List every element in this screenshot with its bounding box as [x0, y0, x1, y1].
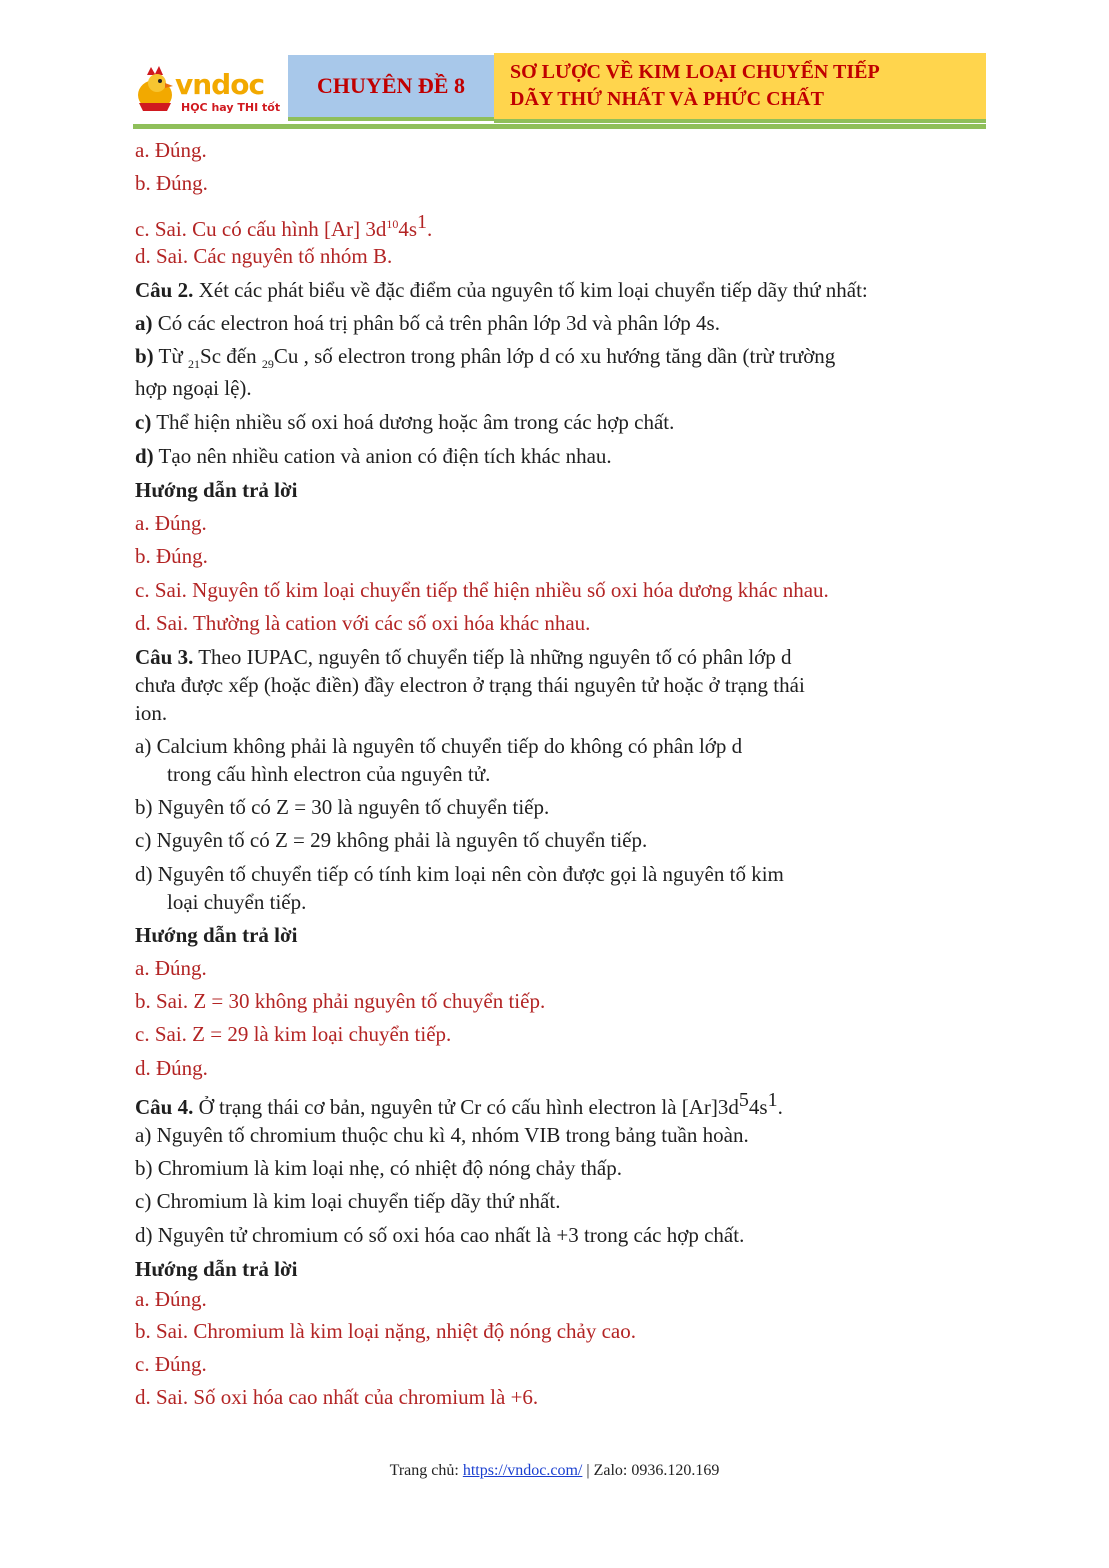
q3-stem-line-1	[135, 647, 792, 668]
q4-answer-d: d. Sai. Số oxi hóa cao nhất của chromium là +6.	[135, 1385, 539, 1409]
q1-answer-c-sup2: 1	[417, 211, 428, 233]
q2-option-b-cont: hợp ngoại lệ).	[135, 376, 252, 400]
q2-b-t1: Từ	[153, 344, 189, 368]
q2-b-sub2: 29	[261, 357, 274, 372]
q4-text: Ở trạng thái cơ bản, nguyên tử Cr có cấu hình electron là [Ar]3d	[193, 1095, 739, 1119]
q1-answer-b: b. Đúng.	[135, 171, 208, 195]
q4-4s: 4s	[748, 1095, 768, 1119]
q2-label: Câu 2.	[135, 278, 194, 302]
q3-option-d-cont: loại chuyển tiếp.	[167, 890, 307, 914]
q2-a-label: a)	[135, 311, 153, 335]
q4-end: .	[777, 1095, 783, 1119]
q4-guide-heading: Hướng dẫn trả lời	[135, 1257, 298, 1281]
q2-answer-b: b. Đúng.	[135, 544, 208, 568]
q2-b-t2: Sc đến	[200, 344, 262, 368]
q1-answer-c-sup1: 10	[386, 217, 399, 231]
q1-answer-d: d. Sai. Các nguyên tố nhóm B.	[135, 244, 393, 268]
q2-answer-d: d. Sai. Thường là cation với các số oxi hóa khác nhau.	[135, 611, 591, 635]
rooster-mascot-icon	[133, 65, 177, 115]
q2-text: Xét các phát biểu về đặc điểm của nguyên tố kim loại chuyển tiếp dãy thứ nhất:	[193, 278, 868, 302]
q4-option-b: b) Chromium là kim loại nhẹ, có nhiệt độ nóng chảy thấp.	[135, 1156, 622, 1180]
q2-d-label: d)	[135, 444, 154, 468]
q2-option-d	[135, 446, 612, 467]
q1-answer-c-end: .	[427, 217, 433, 241]
q4-option-a: a) Nguyên tố chromium thuộc chu kì 4, nhóm VIB trong bảng tuần hoàn.	[135, 1123, 749, 1147]
q1-answer-c-4s: 4s	[398, 217, 418, 241]
q2-option-c	[135, 412, 674, 433]
q3-answer-b: b. Sai. Z = 30 không phải nguyên tố chuyển tiếp.	[135, 989, 546, 1013]
q4-stem	[135, 1090, 783, 1118]
q2-a-text: Có các electron hoá trị phân bố cả trên phân lớp 3d và phân lớp 4s.	[152, 311, 720, 335]
q2-c-text: Thể hiện nhiều số oxi hoá dương hoặc âm trong các hợp chất.	[151, 410, 675, 434]
q2-b-label: b)	[135, 344, 154, 368]
q2-b-sub1: 21	[188, 357, 201, 372]
q4-answer-a: a. Đúng.	[135, 1287, 207, 1311]
q2-answer-a: a. Đúng.	[135, 511, 207, 535]
chapter-title-line-1: SƠ LƯỢC VỀ KIM LOẠI CHUYỂN TIẾP	[510, 61, 880, 83]
q3-option-a: a) Calcium không phải là nguyên tố chuyển tiếp do không có phân lớp d	[135, 734, 743, 758]
q2-stem	[135, 280, 868, 301]
q4-label: Câu 4.	[135, 1095, 194, 1119]
q3-answer-d: d. Đúng.	[135, 1056, 208, 1080]
q3-guide-heading: Hướng dẫn trả lời	[135, 923, 298, 947]
chapter-title-box	[494, 53, 986, 123]
q1-answer-a: a. Đúng.	[135, 138, 207, 162]
q4-sup2: 1	[767, 1089, 778, 1111]
q2-d-text: Tạo nên nhiều cation và anion có điện tích khác nhau.	[153, 444, 612, 468]
q4-option-c: c) Chromium là kim loại chuyển tiếp dãy thứ nhất.	[135, 1189, 561, 1213]
q3-stem-line-3: ion.	[135, 701, 168, 725]
q2-option-b	[135, 346, 997, 370]
q1-answer-c-text: c. Sai. Cu có cấu hình [Ar] 3d	[135, 217, 387, 241]
q1-answer-c	[135, 212, 432, 240]
q3-answer-a: a. Đúng.	[135, 956, 207, 980]
q3-text: Theo IUPAC, nguyên tố chuyển tiếp là những nguyên tố có phân lớp d	[193, 645, 792, 669]
q2-answer-c: c. Sai. Nguyên tố kim loại chuyển tiếp thể hiện nhiều số oxi hóa dương khác nhau.	[135, 578, 829, 602]
logo-wordmark: vndoc	[175, 68, 265, 101]
q3-option-a-cont: trong cấu hình electron của nguyên tử.	[167, 762, 491, 786]
footer-prefix: Trang chủ:	[389, 1462, 463, 1479]
q4-option-d: d) Nguyên tử chromium có số oxi hóa cao nhất là +3 trong các hợp chất.	[135, 1223, 745, 1247]
page-footer	[0, 1462, 1109, 1480]
q3-answer-c: c. Sai. Z = 29 là kim loại chuyển tiếp.	[135, 1022, 452, 1046]
logo-tagline: HỌC hay THI tốt	[181, 101, 281, 114]
footer-homepage-link[interactable]: https://vndoc.com/	[462, 1462, 583, 1479]
q3-option-b: b) Nguyên tố có Z = 30 là nguyên tố chuyển tiếp.	[135, 795, 550, 819]
q2-b-t3: Cu , số electron trong phân lớp d có xu hướng tăng dần (trừ trường	[273, 344, 836, 368]
q4-sup1: 5	[738, 1089, 749, 1111]
q2-option-a	[135, 313, 720, 334]
q3-label: Câu 3.	[135, 645, 194, 669]
header-divider	[133, 124, 986, 129]
q2-c-label: c)	[135, 410, 152, 434]
chapter-title-line-2: DÃY THỨ NHẤT VÀ PHỨC CHẤT	[510, 88, 824, 110]
page-header	[133, 53, 986, 129]
chapter-box	[288, 55, 494, 121]
q4-answer-b: b. Sai. Chromium là kim loại nặng, nhiệt độ nóng chảy cao.	[135, 1319, 636, 1343]
q3-stem-line-2: chưa được xếp (hoặc điền) đầy electron ở trạng thái nguyên tử hoặc ở trạng thái	[135, 673, 805, 697]
q3-option-c: c) Nguyên tố có Z = 29 không phải là nguyên tố chuyển tiếp.	[135, 828, 648, 852]
q3-option-d: d) Nguyên tố chuyển tiếp có tính kim loại nên còn được gọi là nguyên tố kim	[135, 862, 784, 886]
chapter-label: CHUYÊN ĐỀ 8	[317, 73, 465, 98]
footer-zalo: | Zalo: 0936.120.169	[582, 1462, 720, 1479]
q2-guide-heading: Hướng dẫn trả lời	[135, 478, 298, 502]
q4-answer-c: c. Đúng.	[135, 1352, 207, 1376]
vndoc-logo[interactable]	[133, 65, 285, 119]
